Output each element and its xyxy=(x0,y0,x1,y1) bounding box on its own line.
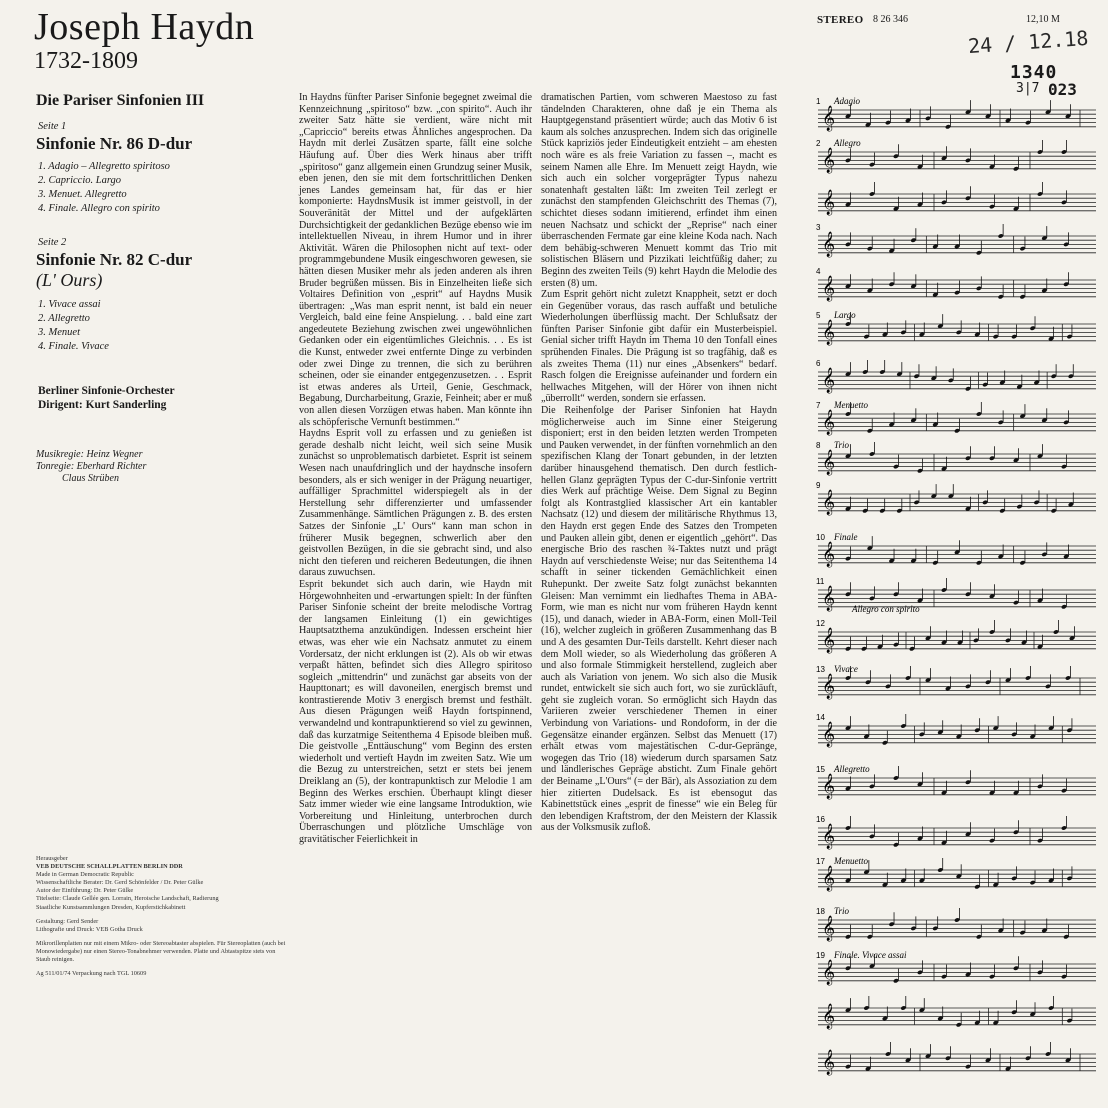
tempo-marking: Allegro xyxy=(834,138,861,148)
stamp-code: 023 xyxy=(1048,80,1077,99)
movement-item: 3. Menuet xyxy=(38,327,80,338)
treble-clef-icon: 𝄞 xyxy=(822,542,836,567)
tempo-marking: Largo xyxy=(834,310,856,320)
album-title: Die Pariser Sinfonien III xyxy=(36,92,205,109)
treble-clef-icon: 𝄞 xyxy=(822,722,836,747)
treble-clef-icon: 𝄞 xyxy=(822,960,836,985)
movement-item: 3. Menuet. Allegretto xyxy=(38,189,127,200)
catalog-number: 8 26 346 xyxy=(873,14,908,25)
example-number: 6 xyxy=(816,359,821,368)
music-staff xyxy=(818,182,1096,215)
conductor: Dirigent: Kurt Sanderling xyxy=(38,399,167,411)
playback-note: Mikrorillenplatten nur mit einem Mikro- oder Stereoabtaster abspielen. Für Stereoplatten (auch bei Monowiedergabe) nur einen Stereo-Tonabnehmer verwenden. Platte und Abtastspitze stets von Staub reinigen. xyxy=(36,939,286,964)
design-credit: Gestaltung: Gerd Sender xyxy=(36,917,99,925)
example-number: 1 xyxy=(816,97,821,106)
example-number: 14 xyxy=(816,713,825,722)
tempo-marking: Finale xyxy=(834,532,858,542)
music-staff xyxy=(818,536,1096,567)
cover-credit: Titelseite: Claude Gellée gen. Lorrain, Heroische Landschaft, Radierung xyxy=(36,895,219,903)
example-number: 4 xyxy=(816,267,821,276)
tempo-marking: Trio xyxy=(834,906,850,916)
price-label: 12,10 M xyxy=(1026,14,1060,25)
side-2-label: Seite 2 xyxy=(38,237,67,248)
example-number: 7 xyxy=(816,401,821,410)
license-footer: Ag 511/01/74 Verpackung nach TGL 10609 xyxy=(36,970,147,978)
treble-clef-icon: 𝄞 xyxy=(822,774,836,799)
treble-clef-icon: 𝄞 xyxy=(822,586,836,611)
treble-clef-icon: 𝄞 xyxy=(822,410,836,435)
movement-item: 1. Vivace assai xyxy=(38,299,101,310)
treble-clef-icon: 𝄞 xyxy=(822,232,836,257)
music-director: Musikregie: Heinz Wegner xyxy=(36,449,143,460)
tempo-marking: Allegro con spirito xyxy=(852,604,920,614)
paragraph: Haydns Esprit voll zu erfassen und zu genießen ist gerade deshalb nicht leicht, weil sich seine Musik zunächst so unproblematisch darbietet. Esprit ist seinem Wesen nach unaufdringlich und der haydnsche insofern besonders, als er sich weniger in der Prägung neuartiger, auffälliger Sprachmittel widerspiegelt als in der Herstellung sehr differenzierter und umfassender Zusammenhänge. Sämtlichen Prägungen z. B. des ersten Satzes der Sinfonie „L' Ours“ kann man schon in früherer Musik begegnen, schwerlich aber den geistvollen Bezügen, in die sie gebracht sind, und also nicht den tieferen und reicheren Bedeutungen, die ihnen daraus zuwuchsen. xyxy=(299,428,532,579)
tempo-marking: Menuetto xyxy=(834,400,868,410)
side-1-movements xyxy=(38,160,170,216)
movement-item: 4. Finale. Vivace xyxy=(38,341,109,352)
liner-notes-column-1 xyxy=(299,92,532,846)
treble-clef-icon: 𝄞 xyxy=(822,320,836,345)
print-credit: Lithografie und Druck: VEB Gotha Druck xyxy=(36,925,143,933)
example-number: 16 xyxy=(816,815,825,824)
music-staff xyxy=(818,272,1096,301)
composer-name: Joseph Haydn xyxy=(34,6,255,48)
example-number: 15 xyxy=(816,765,825,774)
movement-item: 4. Finale. Allegro con spirito xyxy=(38,203,160,214)
example-number: 5 xyxy=(816,311,821,320)
stamp-number: 1340 xyxy=(1010,62,1058,83)
example-number: 3 xyxy=(816,223,821,232)
treble-clef-icon: 𝄞 xyxy=(822,1004,836,1029)
treble-clef-icon: 𝄞 xyxy=(822,450,836,475)
publisher-credits xyxy=(36,855,286,978)
example-number: 9 xyxy=(816,481,821,490)
music-staff xyxy=(818,666,1096,699)
example-number: 2 xyxy=(816,139,821,148)
sound-engineer: Tonregie: Eberhard Richter xyxy=(36,461,147,472)
publisher-name: VEB DEUTSCHE SCHALLPLATTEN BERLIN DDR xyxy=(36,863,183,871)
side-2-movements xyxy=(38,298,109,354)
orchestra: Berliner Sinfonie-Orchester xyxy=(38,385,175,397)
symphony-82-nickname: (L' Ours) xyxy=(36,270,103,290)
treble-clef-icon: 𝄞 xyxy=(822,674,836,699)
tempo-marking: Vivace xyxy=(834,664,858,674)
example-number: 8 xyxy=(816,441,821,450)
movement-item: 1. Adagio – Allegretto spiritoso xyxy=(38,161,170,172)
advisors: Wissenschaftliche Berater: Dr. Gerd Schönfelder / Dr. Peter Gülke xyxy=(36,879,204,887)
music-examples xyxy=(814,92,1100,1100)
liner-notes-column-2 xyxy=(541,92,777,834)
paragraph: Zum Esprit gehört nicht zuletzt Knappheit, setzt er doch ein Gegenüber voraus, das rasch auffaßt und betuliche Wiederholungen überflüssig macht. Der Schlußsatz der fünften Pariser Sinfonie gibt dafür ein Musterbeispiel. Genial sicher trifft Haydn im Thema 10 den Tonfall eines sprühenden Finales. Die Prägung ist so tragfähig, daß es als zweites Thema (11) nur eines „Absenkers“ bedarf. Rasch folgen die Ereignisse aufeinander und fordern ein hellwaches Mitgehen, will der Hörer von ihnen nicht „überrollt“ werden, sondern sie erfassen. xyxy=(541,289,777,405)
treble-clef-icon: 𝄞 xyxy=(822,106,836,131)
publisher-label: Herausgeber xyxy=(36,855,68,862)
example-number: 12 xyxy=(816,619,825,628)
composer-dates: 1732-1809 xyxy=(34,48,138,74)
symphony-82-name: Sinfonie Nr. 82 C-dur xyxy=(36,250,193,269)
side-1-label: Seite 1 xyxy=(38,121,67,132)
music-staff xyxy=(818,312,1096,345)
handwritten-note: 24 ∕ 12.18 xyxy=(967,25,1090,59)
example-number: 19 xyxy=(816,951,825,960)
music-staff xyxy=(818,620,1096,653)
treble-clef-icon: 𝄞 xyxy=(822,276,836,301)
tempo-marking: Finale. Vivace assai xyxy=(834,950,907,960)
treble-clef-icon: 𝄞 xyxy=(822,148,836,173)
tempo-marking: Trio xyxy=(834,440,850,450)
sound-engineer-2: Claus Strüben xyxy=(62,473,119,484)
paragraph: dramatischen Partien, vom schweren Maestoso zu fast tändelnden Charakteren, ohne daß je ein Thema als Hauptgegenstand präsentiert würde; auch das Motiv 6 ist kaum als solches anzusprechen. Indem sich das originelle Stück kapriziös jeder Eindeutigkeit entzieht – am ehesten noch wäre es als freie Variation zu fassen –, macht es seinem Namen alle Ehre. Im Menuett zeigt Haydn, wie sich auch ein solcher vorgeprägter Typus nahezu sonatenhaft gestalten läßt: Im zweiten Teil zerlegt er zunächst den stampfenden Gleichschritt des Themas (7), schichtet dieses sodann imitierend, erfindet ihm einen neuen Nachsatz und schickt der „Reprise“ nach einer überraschenden Fermate gar eine kleine Koda nach. Nach dem behäbig-schweren Menuett kommt das Trio mit solistischen Bläsern und Pizzikati leichtfüßig daher; zu Beginn des zweiten Teils (9) kehrt Haydn die Melodie des ersten (8) um. xyxy=(541,92,777,289)
stereo-label: STEREO xyxy=(817,14,864,26)
music-staff xyxy=(818,996,1096,1029)
paragraph: In Haydns fünfter Pariser Sinfonie begegnet zweimal die Kennzeichnung „spiritoso“ bzw. „con spirito“. Auch ihr zweiter Satz hätte sie verdient, wäre nicht mit „Capriccio“ bereits etwas Ähnliches angesprochen. Da Haydn mit derlei Zusätzen sparte, fällt eine solche Häufung auf. Über dies Werk hinaus aber trifft „spiritoso“ ganz allgemein einen Grundzug seiner Musik, eben jenen, den sie mit dem fortschrittlichen Denken jenes Landes gemeinsam hat, für das er hier komponierte: HaydnsMusik ist immer geistvoll, in der Souveränität der Mittel und der aufgeklärten Durchsichtigkeit der gedanklichen Bezüge ebenso wie im intellektuellen Niveau, in ihrem Humor und in ihrer Aktivität. Wären die Philosophen nicht auf text- oder programmgebundene Musik eingeschworen gewesen, sie hätten diesen Musiker mehr als jeden anderen als ihren Bruder begrüßen müssen. Bis in Einzelheiten ließe sich Voltaires Definition von „esprit“ auf Haydns Musik übertragen: „Was man esprit nennt, ist bald ein neuer Vergleich, bald eine feine Anspielung. . . bald eine zart angedeutete Beziehung zwischen zwei ungewöhnlichen Gedanken oder ein eigentümliches Gleichnis. . . Es ist die Kunst, entweder zwei entfernte Dinge zu verbinden oder zwei Dinge zu trennen, die sich zu berühren scheinen, oder sie einander entgegenzusetzen. . . Esprit ist etwas anderes als Urteil, Genie, Geschmack, Begabung, Durcharbeitung, Grazie, Feinheit; aber er muß von allen diesen Vorzügen etwas haben. Man könnte ihn als schöpferische Vernunft bestimmen.“ xyxy=(299,92,532,428)
tempo-marking: Menuetto xyxy=(834,856,868,866)
music-staff xyxy=(818,908,1096,941)
made-in: Made in German Democratic Republic xyxy=(36,871,134,879)
paragraph: Esprit bekundet sich auch darin, wie Haydn mit Hörgewohnheiten und -erwartungen spielt: In der fünften Pariser Sinfonie scheint der breite melodische Vortrag der langsamen Einleitung (1) ein gewichtiges Hauptsatzthema anzukündigen. Indessen erscheint hier etwas, was eher wie ein Nachsatz anmutet zu einem Vordersatz, der nicht erklungen ist (2). Als ob wir etwas verpaßt hätten, befindet sich dies Allegro spiritoso sogleich „mittendrin“ und zunächst gar abseits von der Haupttonart; es will davoneilen, energisch bremst und kontrastierende Motiv 3 energisch bremst und festhält. Aus diesen Prägungen weiß Haydn fortspinnend, verwandelnd und kontrapunktierend so viel zu gewinnen, daß das kurzatmige Seitenthema 4 Episode bleiben muß. Die geistvolle „Enttäuschung“ vom Beginn des ersten wiederholt und vertieft Haydn im zweiten Satz. Wie um die Bezug zu unterstreichen, setzt er stets bei jenem Dreiklang an (5), der kontrapunktisch zur Melodie 1 am Beginn des Werkes erschien. Überhaupt klingt dieser Satz immer wieder wie eine langsame Introduktion, wie Vorbereitung und Hinleitung, unterbrochen durch Überraschungen und plötzliche Umschläge von gravitätischer Feierlichkeit in xyxy=(299,578,532,845)
music-staff xyxy=(818,360,1096,393)
performers xyxy=(38,384,175,412)
symphony-86-title: Sinfonie Nr. 86 D-dur xyxy=(36,134,193,153)
symphony-82-title xyxy=(36,250,296,290)
tempo-marking: Adagio xyxy=(834,96,860,106)
example-number: 18 xyxy=(816,907,825,916)
treble-clef-icon: 𝄞 xyxy=(822,368,836,393)
treble-clef-icon: 𝄞 xyxy=(822,190,836,215)
stamp-small: 3|7 xyxy=(1016,81,1040,96)
collection-credit: Staatliche Kunstsammlungen Dresden, Kupferstichkabinett xyxy=(36,903,186,911)
music-staff xyxy=(818,224,1096,257)
tempo-marking: Allegretto xyxy=(834,764,870,774)
music-staff xyxy=(818,484,1096,515)
movement-item: 2. Allegretto xyxy=(38,313,90,324)
music-staff xyxy=(818,816,1096,849)
treble-clef-icon: 𝄞 xyxy=(822,490,836,515)
treble-clef-icon: 𝄞 xyxy=(822,824,836,849)
example-number: 17 xyxy=(816,857,825,866)
paragraph: Die Reihenfolge der Pariser Sinfonien hat Haydn möglicherweise auch im Sinne einer Steigerung disponiert; erst in den beiden letzten werden Trompeten und Pauken verwendet, in der fünften vornehmlich an den spezifischen Klang der Tonart gebunden, in der letzten darüber hinausgehend thematisch. Den durch festlich-hellen Glanz geprägten Typus der C-dur-Sinfonie vertritt dies Werk auf prächtige Weise. Dem Signal zu Beginn folgt als Kontrastglied klassischer Art ein kantabler Nachsatz (12) und diesem der militärische Rhythmus 13, den Haydn erst gegen Ende des Satzes den Trompeten und Pauken allein gibt, denen er eigentlich „gehört“. Das energische Brio des raschen ¾-Taktes nutzt und prägt Haydn auf verschiedenste Weise; nur das Seitenthema 14 schafft in seiner tickenden Gemächlichkeit einen Ruhepunkt. Der zweite Satz folgt zunächst bekannten Gleisen: Man vernimmt ein liedhaftes Thema in ABA-Form, wie man es nicht nur vom früheren Haydn kennt (15), und danach, wieder in ABA-Form, einen Moll-Teil (16), welcher zugleich in größeren Zusammenhang das B und A des gesamten Dur-Teils darstellt. Kehrt dieser nach dem Moll wieder, so als Wiederholung das größeren A und also formale Stimmigkeit herstellend, zugleich aber auch als Variation von jenem. Wo sich also die Musik rundet, entwickelt sie sich auch fort, wo sie zurückläuft, geht sie zugleich voran. So ermöglicht sich Haydn das Variieren zweier verschiedener Themen in einer Verbindung von Variations- und Rondoform, in der die Gegensätze einander ergänzen. Selbst das Menuett (17) erhält etwas vom majestätischen C-dur-Gepränge, wogegen das Trio (18) wiederum durch sparsamen Satz und ländlerisches Gepräge absticht. Zum Finale gehört der Beiname „L'Ours“ (= der Bär), als Assoziation zu dem hier zitierten Dudelsack. Es ist ebensogut das Kabinettstück eines „esprit de finesse“ wie ein Beleg für den lebendigen Kraftstrom, der den Meistern der Klassik aus der Volksmusik zufloß. xyxy=(541,405,777,834)
example-number: 13 xyxy=(816,665,825,674)
example-number: 11 xyxy=(816,577,825,586)
music-staff xyxy=(818,714,1096,747)
treble-clef-icon: 𝄞 xyxy=(822,866,836,891)
treble-clef-icon: 𝄞 xyxy=(822,1050,836,1075)
author: Autor der Einführung: Dr. Peter Gülke xyxy=(36,887,134,895)
music-staff xyxy=(818,1042,1096,1075)
treble-clef-icon: 𝄞 xyxy=(822,628,836,653)
music-staff xyxy=(818,442,1096,475)
treble-clef-icon: 𝄞 xyxy=(822,916,836,941)
movement-item: 2. Capriccio. Largo xyxy=(38,175,122,186)
example-number: 10 xyxy=(816,533,825,542)
production-credits xyxy=(36,449,146,485)
